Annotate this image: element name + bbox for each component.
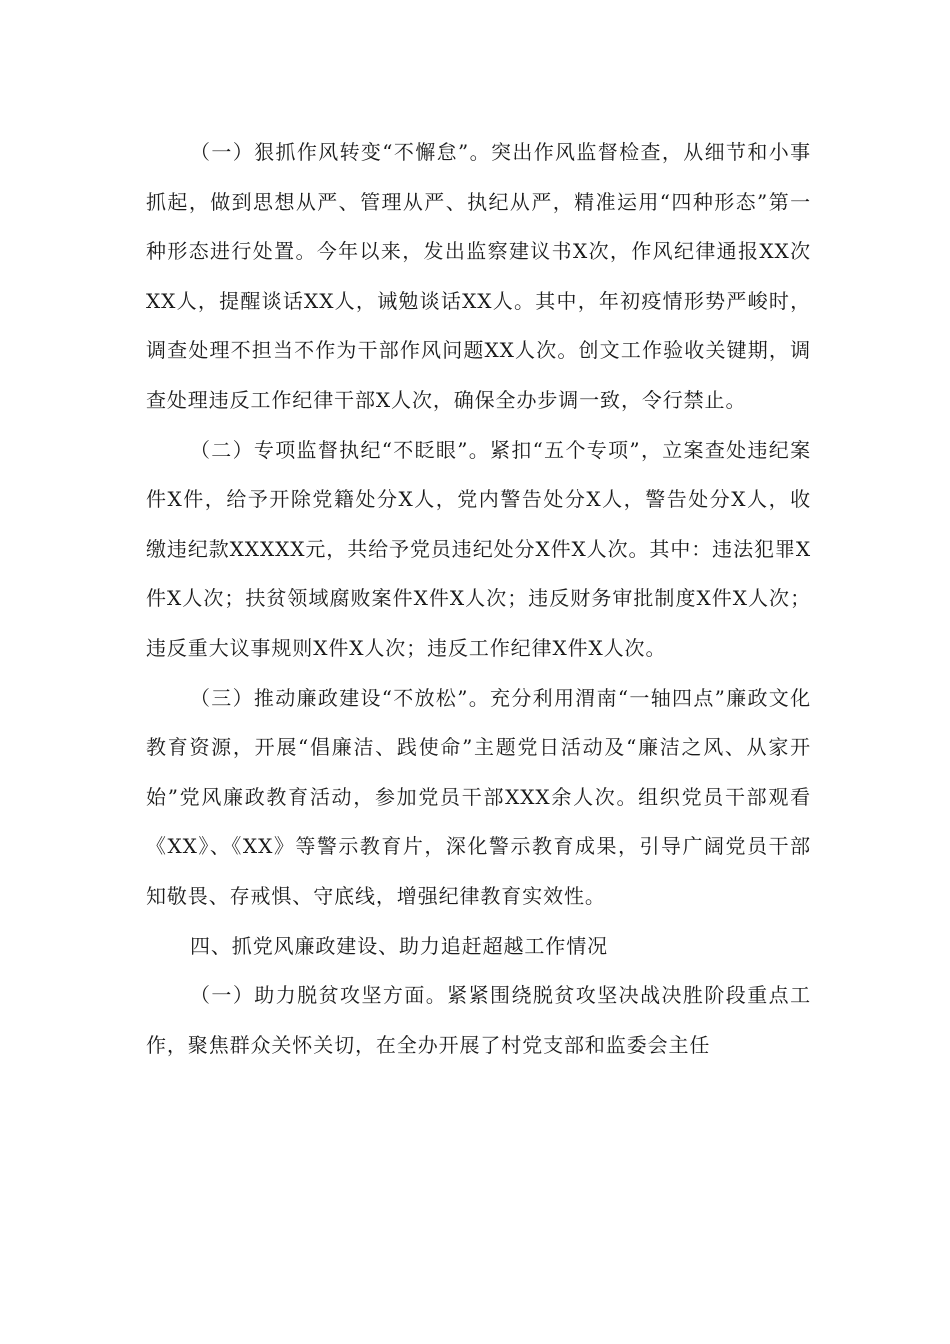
paragraph-special-supervision: （二）专项监督执纪“不眨眼”。紧扣“五个专项”，立案查处违纪案件X件，给予开除党籍处分X人，党内警告处分X人，警告处分X人，收缴违纪款XXXXX元，共给予党员违纪处分X件X人次。其中：违法犯罪X件X人次；扶贫领域腐败案件X件X人次；违反财务审批制度X件X人次；违反重大议事规则X件X人次；违反工作纪律X件X人次。 [146,437,811,660]
section-heading-four: 四、抓党风廉政建设、助力追赶超越工作情况 [190,933,608,958]
paragraph-integrity-building: （三）推动廉政建设“不放松”。充分利用渭南“一轴四点”廉政文化教育资源，开展“倡廉洁、践使命”主题党日活动及“廉洁之风、从家开始”党风廉政教育活动，参加党员干部XXX余人次。组织党员干部观看《XX》、《XX》等警示教育片，深化警示教育成果，引导广阔党员干部知敬畏、存戒惧、守底线，增强纪律教育实效性。 [146,685,811,908]
paragraph-work-style: （一）狠抓作风转变“不懈怠”。突出作风监督检查，从细节和小事抓起，做到思想从严、管理从严、执纪从严，精准运用“四种形态”第一种形态进行处置。今年以来，发出监察建议书X次，作风纪律通报XX次XX人，提醒谈话XX人，诫勉谈话XX人。其中，年初疫情形势严峻时，调查处理不担当不作为干部作风问题XX人次。创文工作验收关键期，调查处理违反工作纪律干部X人次，确保全办步调一致，令行禁止。 [146,140,811,412]
paragraph-poverty-alleviation: （一）助力脱贫攻坚方面。紧紧围绕脱贫攻坚决战决胜阶段重点工作，聚焦群众关怀关切，在全办开展了村党支部和监委会主任 [146,983,811,1057]
document-body [146,128,811,1070]
